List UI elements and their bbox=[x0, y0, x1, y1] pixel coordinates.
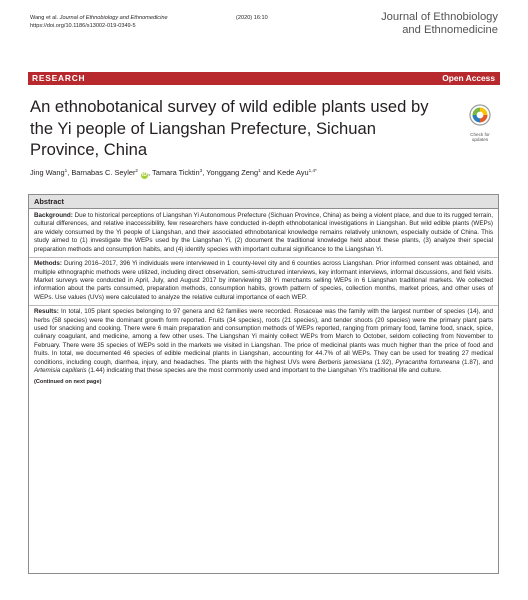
check-updates-text: Check for updates bbox=[470, 132, 490, 143]
citation-year-pages: (2020) 16:10 bbox=[236, 15, 268, 21]
continued-note: (Continued on next page) bbox=[34, 378, 102, 385]
journal-name-line1: Journal of Ethnobiology bbox=[381, 11, 498, 23]
check-for-updates-badge[interactable] bbox=[463, 104, 497, 143]
section-label: RESEARCH bbox=[32, 73, 86, 83]
section-banner bbox=[28, 72, 500, 85]
author-name[interactable]: Jing Wang bbox=[30, 168, 65, 177]
open-access-label: Open Access bbox=[442, 73, 495, 83]
abstract-box bbox=[28, 194, 499, 574]
author-name[interactable]: Kede Ayu bbox=[277, 168, 309, 177]
species-name: Pyracantha fortuneana bbox=[395, 358, 460, 366]
doi-link[interactable]: https://doi.org/10.1186/s13002-019-0349-5 bbox=[30, 23, 136, 29]
author-name[interactable]: Barnabas C. Seyler bbox=[71, 168, 136, 177]
citation-block bbox=[30, 14, 268, 30]
abstract-methods: Methods: During 2016–2017, 396 Yi individuals were interviewed in 1 county-level city and 6 counties across Liangshan. Prior informed consent was obtained, and multiple ethnographic methods were utilized, including direct observation, semi-structured interviews, key informant interviews, informal discussions, and field visits. Market surveys were conducted in April, July, and August 2017 by interviewing 38 Yi merchants selling WEPs in 6 Liangshan traditional markets. We collected information about the parts consumed, preparation methods, consumption habits, growth pattern of species, collection months, market prices, and other uses of WEPs. Use values (UVs) were calculated to analyze the relative cultural importance of each WEP. bbox=[34, 260, 493, 301]
check-updates-icon bbox=[469, 104, 491, 126]
abstract-results: Results: In total, 105 plant species belonging to 97 genera and 62 families were recorded. Rosaceae was the family with the largest number of species (14), and herbs (58 species) were the dominant growth form reported. Fruits (34 species), roots (21 species), and tender shoots (20 species) were the primary plant parts used for snacking and cooking. There were 6 main preparation and consumption methods of WEPs reported, ranging from primary food, famine food, snack, spice, culinary coagulant, and medicine, among a few other uses. The Liangshan Yi mainly collect WEPs from March to October, seldom collecting from November to February. There were 35 species of WEPs sold in the markets we visited in Liangshan. The price of medicinal plants was much higher than the price of food and fruits. In total, we documented 46 species of edible medicinal plants in Liangshan, accounting for 44.7% of all WEPs. They can be used for treating 27 medical conditions, including cough, diarrhea, injury, and headaches. The plants with the highest UVs were Berberis jamesiana (1.92), Pyracantha fortuneana (1.87), and Artemisia capillaris (1.44) indicating that these species are the most commonly used and important to the Liangshan Yi's traditional life and culture. bbox=[34, 308, 493, 375]
author-name[interactable]: Yonggang Zeng bbox=[206, 168, 259, 177]
journal-name bbox=[338, 11, 498, 36]
article-title: An ethnobotanical survey of wild edible plants used by the Yi people of Liangshan Prefecture, Sichuan Province, China bbox=[30, 97, 429, 159]
author-list: Jing Wang$^1$, Barnabas C. Seyler$^2$ iD, Tamara Ticktin$^3$, Yonggang Zeng$^1$ and Kede Ayu$^{1,4*}$ bbox=[30, 168, 317, 178]
abstract-background: Background: Due to historical perceptions of Liangshan Yi Autonomous Prefecture (Sichuan Province, China) as being a violent place, and due to its rugged terrain, cultural differences, and relative inaccessibility, few researchers have conducted in-depth ethnobotanical investigations in Liangshan. But wild edible plants (WEPs) are widely consumed by the Yi people of Liangshan, and their associated ethnobotanical knowledge remains relatively unknown, especially outside of China. This study aimed to (1) investigate the WEPs used by the Liangshan Yi, (2) document the traditional knowledge held about these plants, (3) analyze their special preparation methods and consumption habits, and (4) identify species with important cultural significance to the Liangshan Yi. bbox=[34, 212, 494, 253]
abstract-heading: Abstract bbox=[34, 197, 64, 206]
journal-name-line2: and Ethnomedicine bbox=[402, 23, 498, 36]
author-name[interactable]: Tamara Ticktin bbox=[152, 168, 200, 177]
abstract-header bbox=[29, 195, 498, 209]
citation-authors: Wang et al. bbox=[30, 15, 59, 21]
section-divider bbox=[29, 257, 498, 258]
species-name: Artemisia capillaris bbox=[34, 367, 87, 375]
orcid-icon[interactable]: iD bbox=[142, 172, 148, 178]
citation-journal: Journal of Ethnobiology and Ethnomedicine bbox=[59, 15, 168, 21]
abstract-body bbox=[34, 212, 493, 385]
section-divider bbox=[29, 305, 498, 306]
species-name: Berberis jamesiana bbox=[318, 358, 373, 366]
